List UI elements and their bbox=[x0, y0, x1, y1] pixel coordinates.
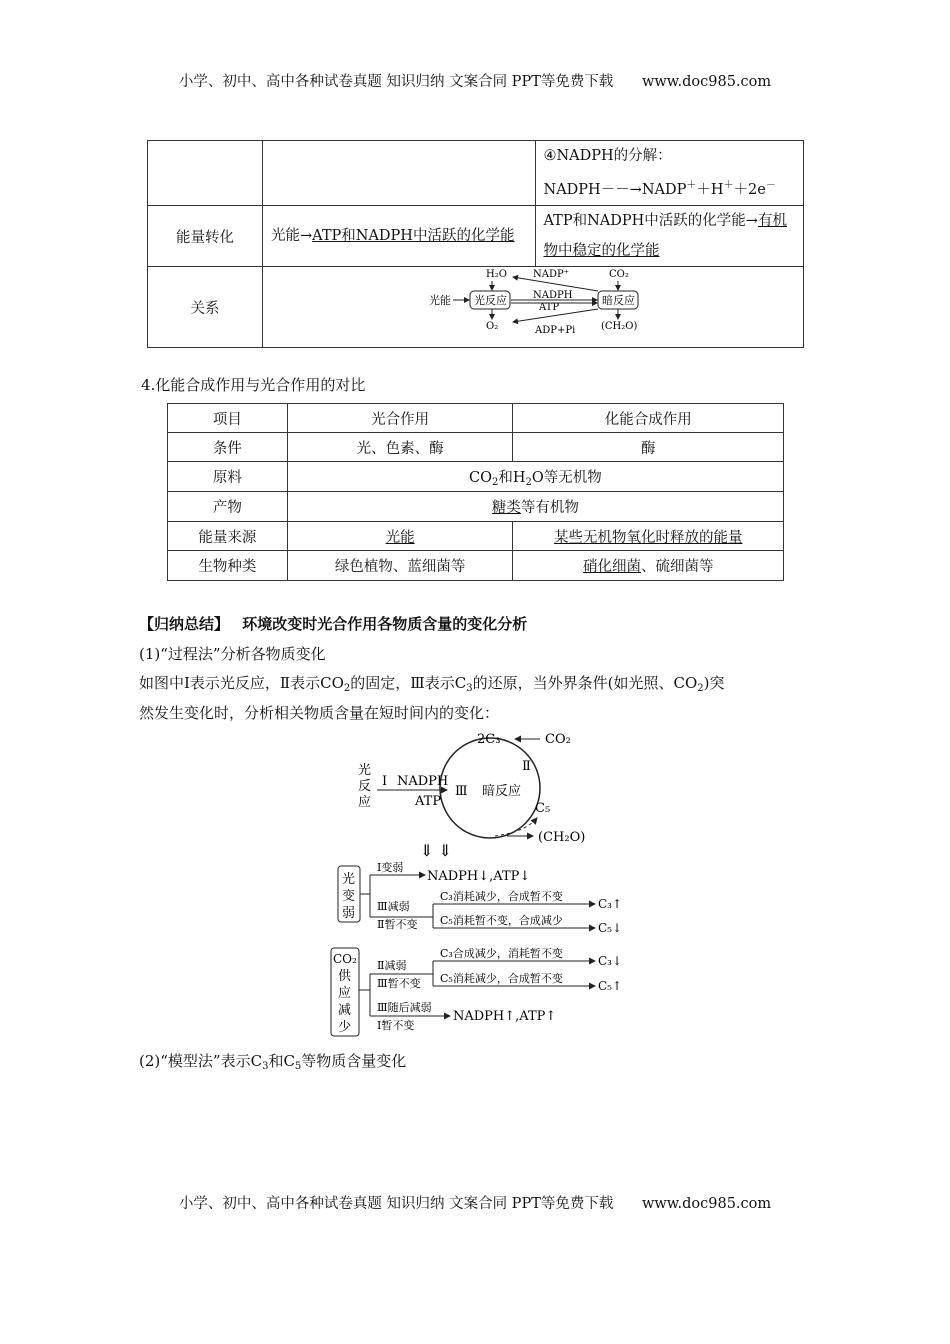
fig-c3-up: C₃↑ bbox=[598, 897, 623, 911]
fig-c5-line2: C₅消耗减少，合成暂不变 bbox=[440, 972, 563, 985]
diag-dark-reaction: 暗反应 bbox=[602, 294, 635, 307]
light-dark-table bbox=[147, 140, 804, 348]
fig-c5-down: C₅↓ bbox=[598, 921, 623, 935]
box1-c1: 光 bbox=[342, 872, 356, 887]
fig-c5: C₅ bbox=[535, 801, 551, 816]
fig-i-same: Ⅰ暂不变 bbox=[377, 1019, 415, 1032]
fig-c3-line2: C₃合成减少，消耗暂不变 bbox=[440, 947, 563, 960]
box1-c3: 弱 bbox=[342, 906, 356, 921]
footer-text: 小学、初中、高中各种试卷真题 知识归纳 文案合同 PPT等免费下载 bbox=[178, 1196, 614, 1212]
chemosynthesis-table bbox=[167, 403, 784, 581]
table1-empty-label bbox=[148, 141, 263, 206]
fig-light-1: 光 bbox=[358, 763, 372, 778]
fig-ii-same: Ⅱ暂不变 bbox=[377, 918, 418, 931]
box2-c2: 供 bbox=[338, 969, 352, 984]
fig-ii-weak: Ⅱ减弱 bbox=[377, 959, 407, 972]
section4-title: 4.化能合成作用与光合作用的对比 bbox=[141, 376, 366, 394]
row-label-material: 原料 bbox=[168, 462, 288, 492]
fig-i: Ⅰ bbox=[382, 774, 388, 789]
header-text: 小学、初中、高中各种试卷真题 知识归纳 文案合同 PPT等免费下载 bbox=[178, 74, 614, 90]
relation-diagram-cell bbox=[263, 267, 804, 348]
fig-ch2o: (CH₂O) bbox=[538, 830, 586, 845]
fig-nadph-atp-down: NADPH↓,ATP↓ bbox=[427, 869, 531, 884]
product-cell: 糖类等有机物 bbox=[287, 492, 783, 522]
energy-photo: 光能 bbox=[287, 522, 513, 551]
fig-iii-later: Ⅲ随后减弱 bbox=[377, 1001, 432, 1014]
row-label-condition: 条件 bbox=[168, 433, 288, 462]
diag-o2: O₂ bbox=[486, 321, 499, 332]
box2-c3: 应 bbox=[338, 986, 352, 1001]
summary-p3: 然发生变化时，分析相关物质含量在短时间内的变化： bbox=[139, 704, 500, 722]
box2-c4: 减 bbox=[338, 1003, 352, 1018]
nadph-item: ④NADPH的分解： bbox=[543, 148, 672, 164]
species-photo: 绿色植物、蓝细菌等 bbox=[287, 551, 513, 581]
diag-nadph: NADPH bbox=[533, 290, 573, 301]
energy-dark-cell: ATP和NADPH中活跃的化学能→有机物中稳定的化学能 bbox=[535, 206, 804, 267]
diag-co2: CO₂ bbox=[609, 269, 629, 280]
diag-adp: ADP+Pi bbox=[535, 325, 576, 336]
row-label-species: 生物种类 bbox=[168, 551, 288, 581]
box2-c1: CO₂ bbox=[333, 952, 357, 966]
box1-c2: 变 bbox=[342, 889, 356, 904]
diag-light-reaction: 光反应 bbox=[474, 294, 507, 307]
fig-ii: Ⅱ bbox=[522, 759, 531, 774]
process-figure bbox=[325, 728, 645, 1040]
summary-p1: (1)“过程法”分析各物质变化 bbox=[139, 645, 326, 663]
energy-chemo: 某些无机物氧化时释放的能量 bbox=[513, 522, 784, 551]
fig-co2: CO₂ bbox=[545, 732, 571, 747]
fig-light-2: 反 bbox=[358, 779, 372, 794]
fig-iii-same: Ⅲ暂不变 bbox=[377, 977, 421, 990]
condition-chemo: 酶 bbox=[513, 433, 784, 462]
relation-label: 关系 bbox=[148, 267, 263, 348]
summary-p4: (2)“模型法”表示$C_3$和$C_5$等物质含量变化 bbox=[139, 1052, 407, 1072]
fig-nadph: NADPH bbox=[397, 774, 449, 789]
diag-h2o: H₂O bbox=[486, 269, 507, 280]
fig-nadph-atp-up: NADPH↑,ATP↑ bbox=[453, 1009, 557, 1024]
row-label-product: 产物 bbox=[168, 492, 288, 522]
energy-light-cell: 光能→ATP和NADPH中活跃的化学能 bbox=[263, 206, 536, 267]
fig-atp: ATP bbox=[415, 794, 442, 809]
col-header-item: 项目 bbox=[168, 404, 288, 433]
box2-c5: 少 bbox=[338, 1020, 352, 1035]
fig-iii: Ⅲ bbox=[455, 784, 468, 799]
diag-nadp: NADP⁺ bbox=[533, 269, 569, 280]
summary-title: 【归纳总结】 环境改变时光合作用各物质含量的变化分析 bbox=[139, 615, 528, 633]
fig-light-3: 应 bbox=[358, 795, 372, 810]
fig-c5-up: C₅↑ bbox=[598, 979, 623, 993]
fig-down-arrows: ⇓ ⇓ bbox=[420, 841, 452, 860]
nadph-equation: NADPH－－→NADP＋＋H＋＋2e－ bbox=[543, 180, 776, 198]
light-dark-diagram bbox=[263, 267, 803, 347]
material-cell: $CO_2$和$H_2O$等无机物 bbox=[287, 462, 783, 492]
footer-site: www.doc985.com bbox=[641, 1196, 772, 1212]
page-header bbox=[0, 70, 950, 91]
col-header-photo: 光合作用 bbox=[287, 404, 513, 433]
summary-p2: 如图中Ⅰ表示光反应，Ⅱ表示$CO_2$的固定，Ⅲ表示$C_3$的还原，当外界条件(如光照、$CO_2$)突 bbox=[139, 674, 725, 694]
diag-light-energy: 光能 bbox=[429, 294, 451, 307]
nadph-decomposition-cell bbox=[535, 141, 804, 206]
fig-i-weak: Ⅰ变弱 bbox=[377, 861, 404, 874]
species-chemo: 硝化细菌、硫细菌等 bbox=[513, 551, 784, 581]
fig-iii-weak: Ⅲ减弱 bbox=[377, 900, 410, 913]
fig-c5-line1: C₅消耗暂不变，合成减少 bbox=[440, 914, 563, 927]
fig-dark-reaction: 暗反应 bbox=[482, 784, 522, 799]
fig-c3-down: C₃↓ bbox=[598, 954, 623, 968]
condition-photo: 光、色素、酶 bbox=[287, 433, 513, 462]
energy-label: 能量转化 bbox=[148, 206, 263, 267]
col-header-chemo: 化能合成作用 bbox=[513, 404, 784, 433]
row-label-energy: 能量来源 bbox=[168, 522, 288, 551]
diag-atp: ATP bbox=[539, 302, 560, 313]
page-footer bbox=[0, 1192, 950, 1213]
fig-c3-line1: C₃消耗减少，合成暂不变 bbox=[440, 890, 563, 903]
header-site: www.doc985.com bbox=[641, 74, 772, 90]
diag-ch2o: (CH₂O) bbox=[601, 321, 638, 332]
table1-empty-light bbox=[263, 141, 536, 206]
fig-2c3: 2C₃ bbox=[477, 732, 501, 747]
